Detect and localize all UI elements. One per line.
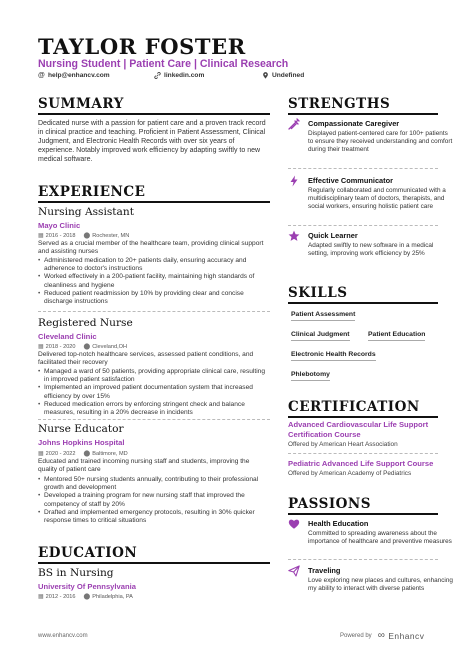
education-meta: [38, 593, 133, 600]
job-bullet: • Reduced medication errors by enforcing stringent check and balance measures, resulting in a 20% decrease in incidents: [38, 401, 270, 417]
skill-tag: Clinical Judgment: [291, 329, 350, 341]
job-description: Served as a crucial member of the healthcare team, providing clinical support and assisting nurses: [38, 240, 264, 256]
skills-rule: [288, 302, 438, 304]
passion-item: [288, 518, 452, 558]
summary-rule: [38, 113, 270, 115]
job-description: Delivered top-notch healthcare services, assessed patient conditions, and facilitated their recovery: [38, 351, 254, 367]
experience-heading: EXPERIENCE: [38, 184, 146, 200]
job-title: Registered Nurse: [38, 317, 133, 329]
strength-text: Displayed patient-centered care for 100+ patients to ensure they received understanding and comfort during their treatment: [308, 130, 453, 154]
skill-tag: Patient Education: [368, 329, 425, 341]
certification-divider: [288, 453, 438, 454]
job-company: Johns Hopkins Hospital: [38, 438, 125, 447]
strength-item: [288, 118, 453, 164]
passion-text: Love exploring new places and cultures, enhancing my ability to interact with diverse patients: [308, 577, 453, 593]
job-bullets: [38, 257, 270, 306]
job-divider: [38, 311, 270, 312]
skill-tag: Patient Assessment: [291, 309, 355, 321]
job-bullet: • Implemented an improved patient documentation system that increased efficiency by over 15%: [38, 384, 270, 400]
certification-rule: [288, 416, 438, 418]
location-pin-icon: ⬤: [83, 594, 91, 600]
job-company: Cleveland Clinic: [38, 332, 97, 341]
passion-item: [288, 565, 453, 605]
contact-email[interactable]: [38, 72, 110, 79]
paper-plane-icon: [288, 565, 300, 577]
certification-heading: CERTIFICATION: [288, 399, 420, 415]
education-dates: 2012 - 2016: [45, 593, 76, 600]
passions-heading: PASSIONS: [288, 496, 372, 512]
strength-text: Regularly collaborated and communicated with a multidisciplinary team of doctors, therapists, and social workers, ensuring holistic patient care: [308, 187, 446, 211]
strengths-rule: [288, 113, 438, 115]
job-bullet: • Administered medication to 20+ patients daily, ensuring accuracy and adherence to doctor's instructions: [38, 257, 270, 273]
calendar-icon: ▦: [38, 451, 44, 457]
certification-title: Pediatric Advanced Life Support Course: [288, 459, 434, 468]
strength-item: [288, 230, 448, 270]
footer-powered-text: Powered by: [340, 632, 372, 639]
certification-issuer: Offered by American Academy of Pediatrics: [288, 470, 412, 477]
strength-divider: [288, 168, 438, 169]
strengths-heading: STRENGTHS: [288, 96, 391, 112]
job-dates: 2016 - 2018: [45, 232, 76, 239]
calendar-icon: ▦: [38, 344, 44, 350]
contact-linkedin[interactable]: [154, 72, 204, 79]
passion-title: Traveling: [308, 566, 341, 575]
job-bullet: • Drafted and implemented emergency protocols, resulting in 30% quicker response times to critical situations: [38, 509, 270, 525]
skill-tag: Phlebotomy: [291, 369, 330, 381]
experience-rule: [38, 201, 270, 203]
skill-tag: Electronic Health Records: [291, 349, 376, 361]
job-meta: [38, 450, 128, 457]
candidate-name: TAYLOR FOSTER: [38, 34, 246, 59]
job-bullets: [38, 368, 270, 417]
passion-text: Committed to spreading awareness about the importance of healthcare and preventive measures: [308, 530, 452, 546]
at-icon: @: [38, 72, 45, 79]
location-pin-icon: ⬤: [83, 233, 91, 239]
strength-title: Effective Communicator: [308, 176, 394, 185]
heart-icon: [288, 518, 300, 530]
contact-location-text: Undefined: [272, 72, 305, 79]
syringe-icon: [288, 118, 300, 130]
job-bullet: • Mentored 50+ nursing students annually, contributing to their professional growth and development: [38, 476, 270, 492]
job-title: Nurse Educator: [38, 423, 124, 435]
job-description: Educated and trained incoming nursing staff and students, improving the quality of patient care: [38, 458, 250, 474]
job-bullet: • Reduced patient readmission by 10% by providing clear and concise discharge instructions: [38, 290, 270, 306]
contact-email-text: help@enhancv.com: [48, 72, 110, 79]
location-pin-icon: ⬤: [83, 344, 91, 350]
strength-text: Adapted swiftly to new software in a medical setting, improving work efficiency by 25%: [308, 242, 434, 258]
job-bullets: [38, 476, 270, 525]
job-bullet: • Developed a training program for new nursing staff that improved the competency of staff by 20%: [38, 492, 270, 508]
strength-title: Quick Learner: [308, 231, 358, 240]
job-meta: [38, 232, 129, 239]
passions-rule: [288, 513, 438, 515]
passion-divider: [288, 559, 438, 560]
job-location: Baltimore, MD: [92, 450, 128, 457]
strength-divider: [288, 225, 438, 226]
education-heading: EDUCATION: [38, 545, 138, 561]
skills-heading: SKILLS: [288, 285, 348, 301]
contact-row: [38, 72, 438, 84]
contact-location: [262, 72, 304, 79]
education-rule: [38, 562, 270, 564]
job-title: Nursing Assistant: [38, 206, 134, 218]
job-dates: 2018 - 2020: [45, 343, 76, 350]
education-school: University Of Pennsylvania: [38, 582, 136, 591]
summary-heading: SUMMARY: [38, 96, 124, 112]
education-degree: BS in Nursing: [38, 567, 114, 579]
infinity-icon: ∞: [377, 630, 386, 641]
summary-text: Dedicated nurse with a passion for patient care and a proven track record in clinical practice and teaching. Proficient in Patient Assessment, Clinical Judgment, and Electronic Health Records with over six years of experience. Notably improved work efficiency by adapting swiftly to new medical software.: [38, 120, 266, 163]
certification-title: Advanced Cardiovascular Life Support Certification Course: [288, 420, 429, 439]
certification-issuer: Offered by American Heart Association: [288, 441, 398, 448]
job-location: Rochester, MN: [92, 232, 130, 239]
footer-powered-by: [340, 630, 424, 641]
enhancv-brand: Enhancv: [388, 630, 425, 641]
link-icon: [154, 72, 161, 79]
location-pin-icon: [262, 72, 269, 79]
strength-title: Compassionate Caregiver: [308, 119, 400, 128]
contact-linkedin-text: linkedin.com: [164, 72, 205, 79]
education-location: Philadelphia, PA: [92, 593, 133, 600]
footer-website[interactable]: www.enhancv.com: [38, 633, 88, 639]
job-meta: [38, 343, 127, 350]
job-company: Mayo Clinic: [38, 221, 81, 230]
location-pin-icon: ⬤: [83, 451, 91, 457]
calendar-icon: ▦: [38, 594, 44, 600]
job-dates: 2020 - 2022: [45, 450, 76, 457]
job-location: Cleveland,OH: [92, 343, 128, 350]
job-bullet: • Managed a ward of 50 patients, providing appropriate clinical care, resulting in improved patient satisfaction: [38, 368, 270, 384]
calendar-icon: ▦: [38, 233, 44, 239]
passion-title: Health Education: [308, 519, 369, 528]
lightning-icon: [288, 175, 300, 187]
job-divider: [38, 419, 270, 420]
strength-item: [288, 175, 448, 225]
star-icon: [288, 230, 300, 242]
candidate-headline: Nursing Student | Patient Care | Clinical Research: [38, 58, 289, 70]
enhancv-logo[interactable]: [378, 630, 425, 641]
job-bullet: • Worked effectively in a 200-patient facility, maintaining high standards of cleanliness and hygiene: [38, 273, 270, 289]
